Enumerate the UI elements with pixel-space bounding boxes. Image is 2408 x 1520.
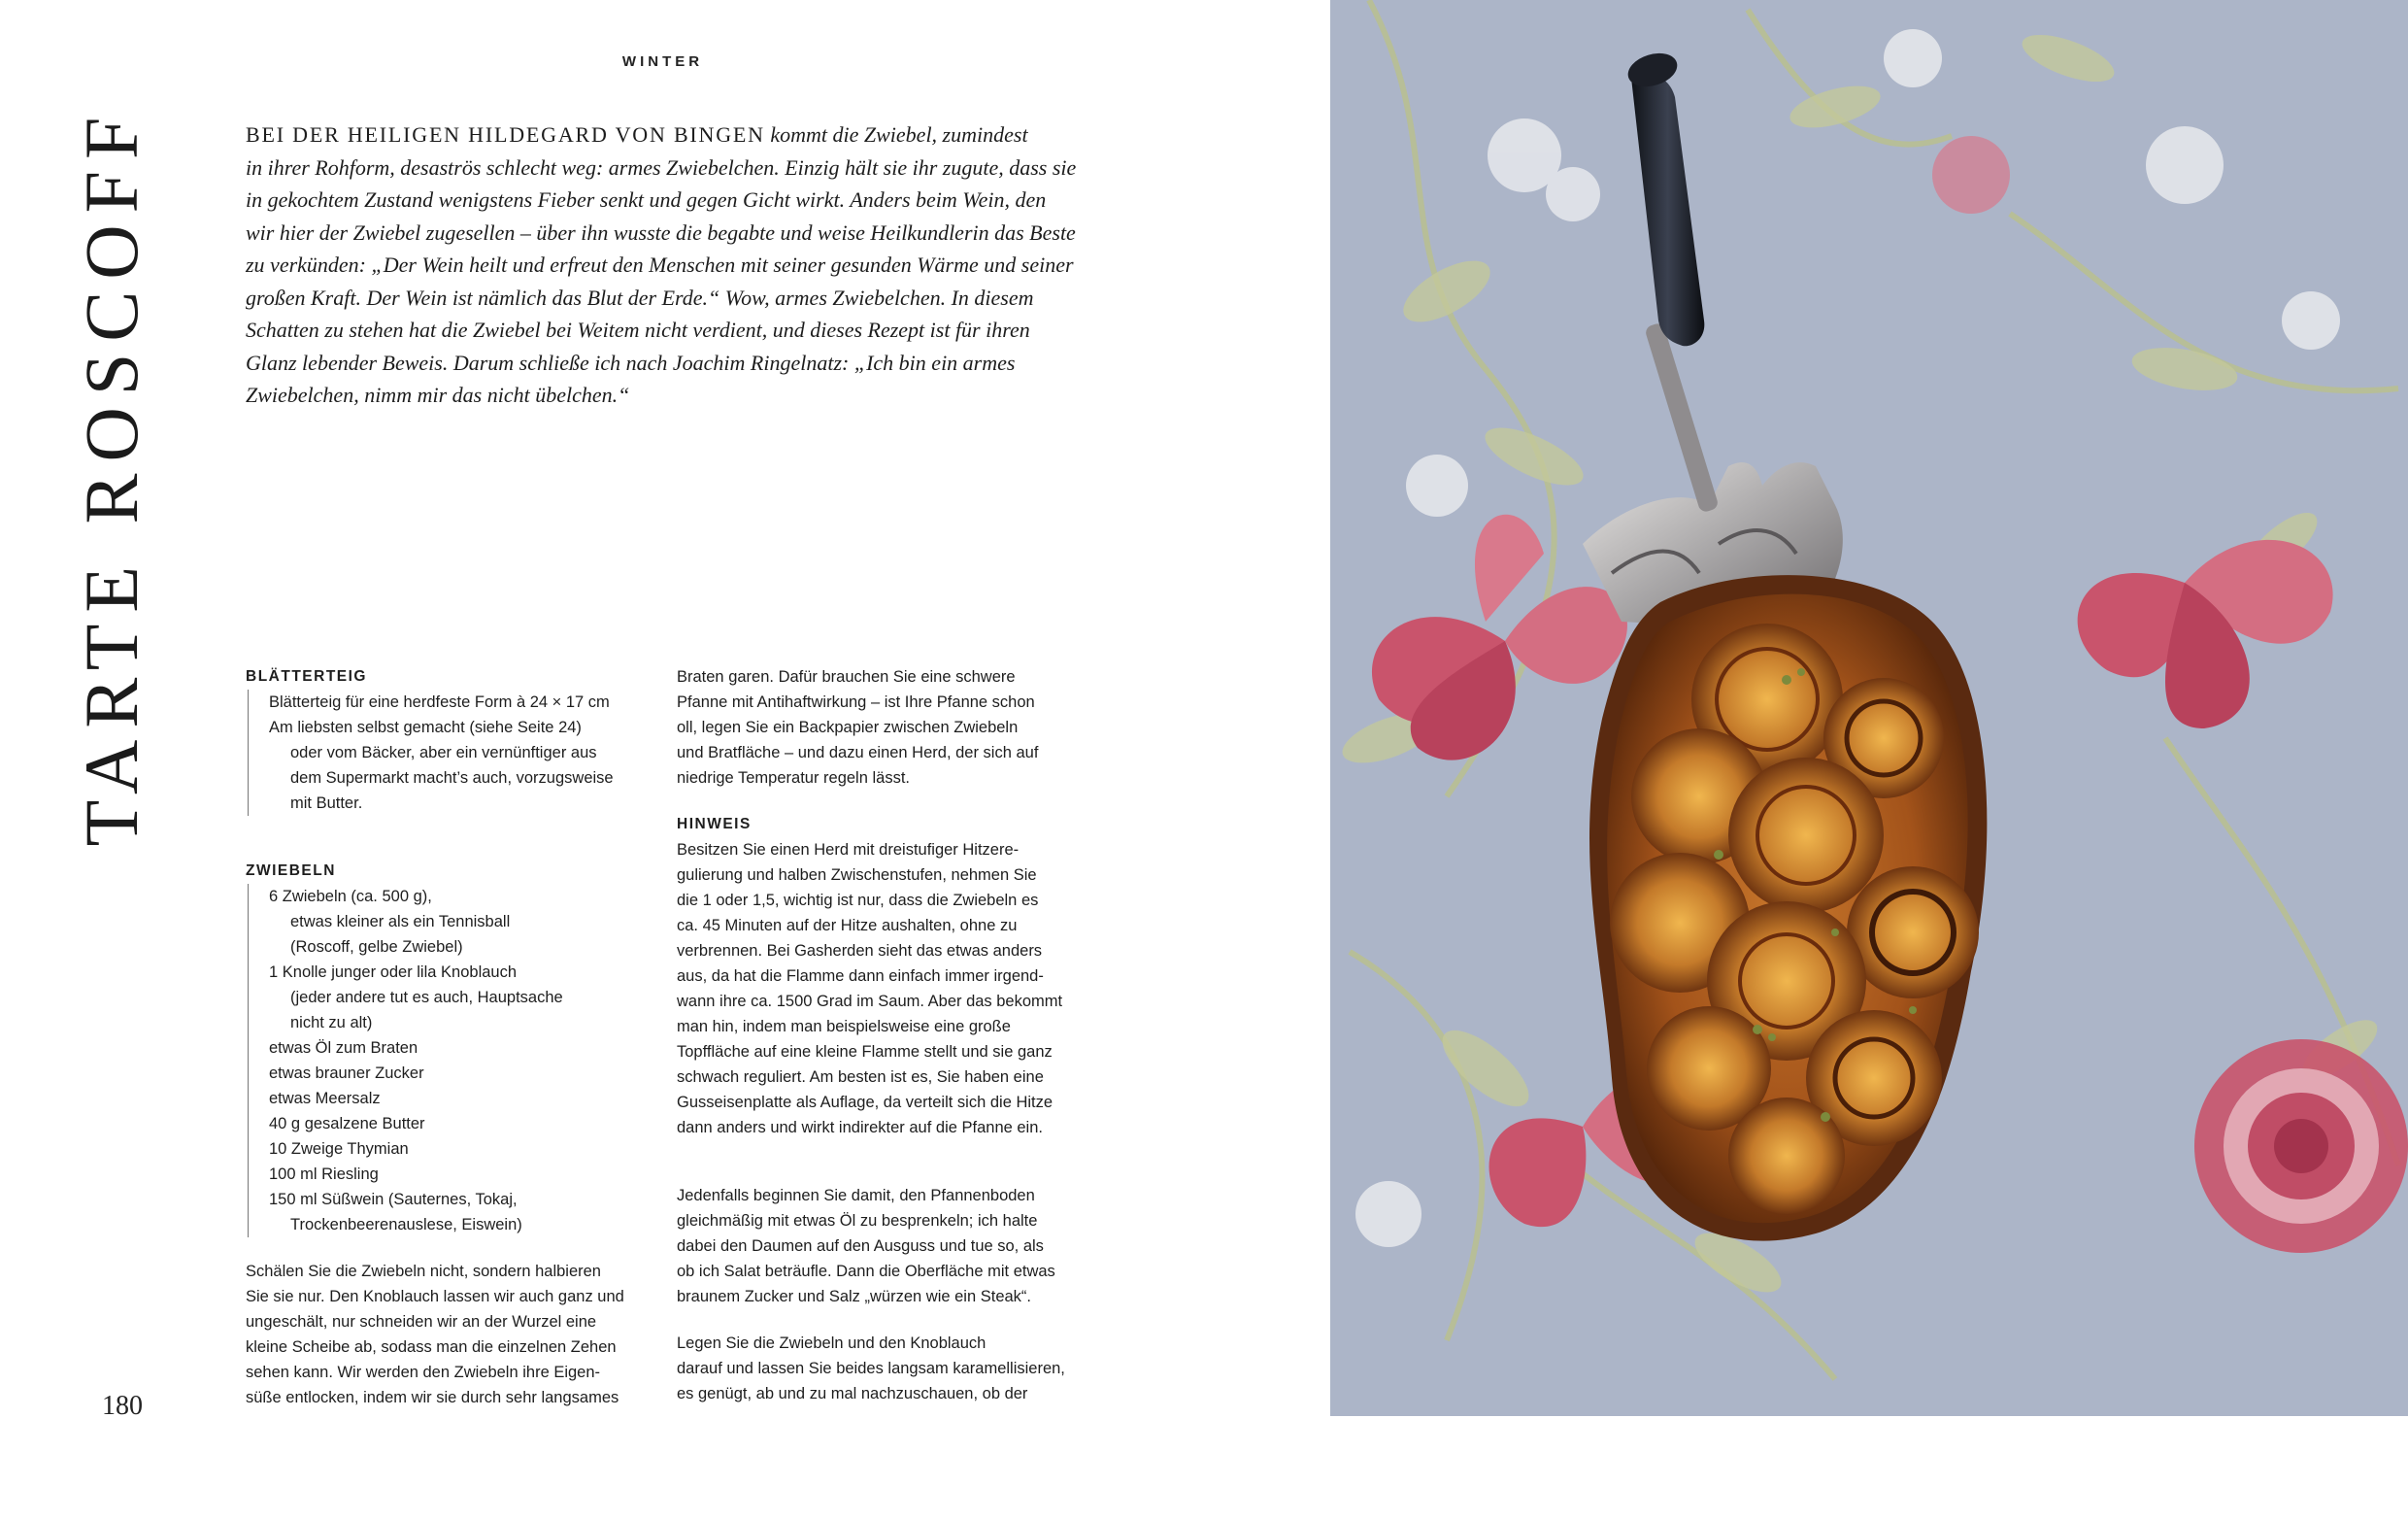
method-line: süße entlocken, indem wir sie durch sehr langsames [246, 1389, 619, 1406]
ingredient-line: mit Butter. [290, 794, 363, 812]
hinweis-line: Topffläche auf eine kleine Flamme stellt und sie ganz [677, 1043, 1053, 1061]
method-paragraph [246, 1259, 653, 1410]
method-line: Jedenfalls beginnen Sie damit, den Pfannenboden [677, 1187, 1035, 1204]
hinweis-heading: HINWEIS [677, 816, 752, 832]
hinweis-line: gulierung und halben Zwischenstufen, nehmen Sie [677, 866, 1037, 884]
hinweis-line: dann anders und wirkt indirekter auf die Pfanne ein. [677, 1119, 1043, 1136]
hinweis-paragraph [677, 837, 1094, 1140]
hinweis-line: ca. 45 Minuten auf der Hitze aushalten, ohne zu [677, 917, 1018, 934]
method-line: darauf und lassen Sie beides langsam karamellisieren, [677, 1360, 1065, 1377]
section-header: WINTER [621, 53, 704, 70]
title-area [58, 105, 165, 847]
method-line: Schälen Sie die Zwiebeln nicht, sondern halbieren [246, 1263, 601, 1280]
method-paragraph [677, 1331, 1094, 1406]
method-line: oll, legen Sie ein Backpapier zwischen Zwiebeln [677, 719, 1019, 736]
ingredient-line: nicht zu alt) [290, 1014, 373, 1031]
method-line: Legen Sie die Zwiebeln und den Knoblauch [677, 1334, 987, 1352]
hinweis-line: schwach reguliert. Am besten ist es, Sie haben eine [677, 1068, 1044, 1086]
hinweis-line: verbrennen. Bei Gasherden sieht das etwas anders [677, 942, 1043, 960]
method-paragraph [677, 664, 1094, 791]
method-line: Pfanne mit Antihaftwirkung – ist Ihre Pfanne schon [677, 693, 1035, 711]
intro-line: in gekochtem Zustand wenigstens Fieber senkt und gegen Gicht wirkt. Anders beim Wein, den [246, 187, 1047, 212]
intro-line: Zwiebelchen, nimm mir das nicht übelchen.“ [246, 383, 630, 407]
method-line: gleichmäßig mit etwas Öl zu besprenkeln; ich halte [677, 1212, 1038, 1230]
method-line: kleine Scheibe ab, sodass man die einzelnen Zehen [246, 1338, 617, 1356]
method-column [677, 664, 1094, 1406]
intro-line: zu verkünden: „Der Wein heilt und erfreut den Menschen mit seiner gesunden Wärme und seiner [246, 253, 1074, 277]
intro-line: Schatten zu stehen hat die Zwiebel bei Weitem nicht verdient, und dieses Rezept ist für ihren [246, 318, 1030, 342]
method-line: dabei den Daumen auf den Ausguss und tue so, als [677, 1237, 1044, 1255]
intro-line: kommt die Zwiebel, zumindest [764, 122, 1028, 147]
zwiebeln-list [248, 884, 653, 1237]
intro-line: in ihrer Rohform, desaströs schlecht weg: armes Zwiebelchen. Einzig hält sie ihr zugute, dass sie [246, 154, 1077, 180]
intro-lead: BEI DER HEILIGEN HILDEGARD VON BINGEN [246, 122, 765, 147]
ingredients-column [246, 664, 653, 1410]
page-number: 180 [102, 1391, 143, 1421]
hinweis-line: Besitzen Sie einen Herd mit dreistufiger Hitzere- [677, 841, 1020, 859]
method-paragraph [677, 1183, 1094, 1309]
ingredient-line: 10 Zweige Thymian [269, 1140, 409, 1158]
blaetterteig-heading: BLÄTTERTEIG [246, 668, 367, 685]
tarte-photo-illustration [1330, 0, 2408, 1416]
ingredient-line: 1 Knolle junger oder lila Knoblauch [269, 963, 518, 981]
hinweis-line: Gusseisenplatte als Auflage, da verteilt sich die Hitze [677, 1094, 1054, 1111]
method-line: niedrige Temperatur regeln lässt. [677, 769, 910, 787]
ingredient-line: Am liebsten selbst gemacht (siehe Seite 24) [269, 719, 582, 736]
intro-line: großen Kraft. Der Wein ist nämlich das Blut der Erde.“ Wow, armes Zwiebelchen. In diesem [246, 285, 1034, 310]
method-line: es genügt, ab und zu mal nachzuschauen, ob der [677, 1385, 1028, 1402]
method-line: ungeschält, nur schneiden wir an der Wurzel eine [246, 1313, 597, 1331]
tarte-photo [1330, 0, 2408, 1416]
ingredient-line: 100 ml Riesling [269, 1165, 379, 1183]
intro-line: Glanz lebender Beweis. Darum schließe ich nach Joachim Ringelnatz: „Ich bin ein armes [246, 350, 1016, 375]
hinweis-line: man hin, indem man beispielsweise eine große [677, 1018, 1011, 1035]
ingredient-line: Trockenbeerenauslese, Eiswein) [290, 1216, 522, 1233]
ingredient-line: etwas Meersalz [269, 1090, 381, 1107]
method-line: und Bratfläche – und dazu einen Herd, der sich auf [677, 744, 1039, 761]
ingredient-line: dem Supermarkt macht’s auch, vorzugsweise [290, 769, 614, 787]
ingredient-line: 150 ml Süßwein (Sauternes, Tokaj, [269, 1191, 518, 1208]
ingredient-line: etwas Öl zum Braten [269, 1039, 418, 1057]
hinweis-line: aus, da hat die Flamme dann einfach immer irgend- [677, 967, 1044, 985]
method-line: ob ich Salat beträufle. Dann die Oberfläche mit etwas [677, 1263, 1055, 1280]
ingredient-line: (jeder andere tut es auch, Hauptsache [290, 989, 563, 1006]
ingredient-line: etwas brauner Zucker [269, 1064, 424, 1082]
intro-paragraph [246, 118, 1081, 412]
ingredient-line: Blätterteig für eine herdfeste Form à 24 × 17 cm [269, 693, 610, 711]
method-line: sehen kann. Wir werden den Zwiebeln ihre Eigen- [246, 1364, 601, 1381]
ingredient-line: 40 g gesalzene Butter [269, 1115, 425, 1132]
hinweis-line: wann ihre ca. 1500 Grad im Saum. Aber das bekommt [677, 993, 1063, 1010]
zwiebeln-heading: ZWIEBELN [246, 862, 336, 879]
ingredient-line: oder vom Bäcker, aber ein vernünftiger aus [290, 744, 597, 761]
method-line: Sie sie nur. Den Knoblauch lassen wir auch ganz und [246, 1288, 624, 1305]
ingredient-line: etwas kleiner als ein Tennisball [290, 913, 511, 930]
ingredient-line: 6 Zwiebeln (ca. 500 g), [269, 888, 432, 905]
intro-line: wir hier der Zwiebel zugesellen – über ihn wusste die begabte und weise Heilkundlerin das Beste [246, 220, 1076, 245]
method-line: Braten garen. Dafür brauchen Sie eine schwere [677, 668, 1016, 686]
hinweis-line: die 1 oder 1,5, wichtig ist nur, dass die Zwiebeln es [677, 892, 1039, 909]
ingredient-line: (Roscoff, gelbe Zwiebel) [290, 938, 463, 956]
blaetterteig-list [248, 690, 653, 816]
method-line: braunem Zucker und Salz „würzen wie ein Steak“. [677, 1288, 1031, 1305]
recipe-title: TARTE ROSCOFF [69, 105, 153, 847]
